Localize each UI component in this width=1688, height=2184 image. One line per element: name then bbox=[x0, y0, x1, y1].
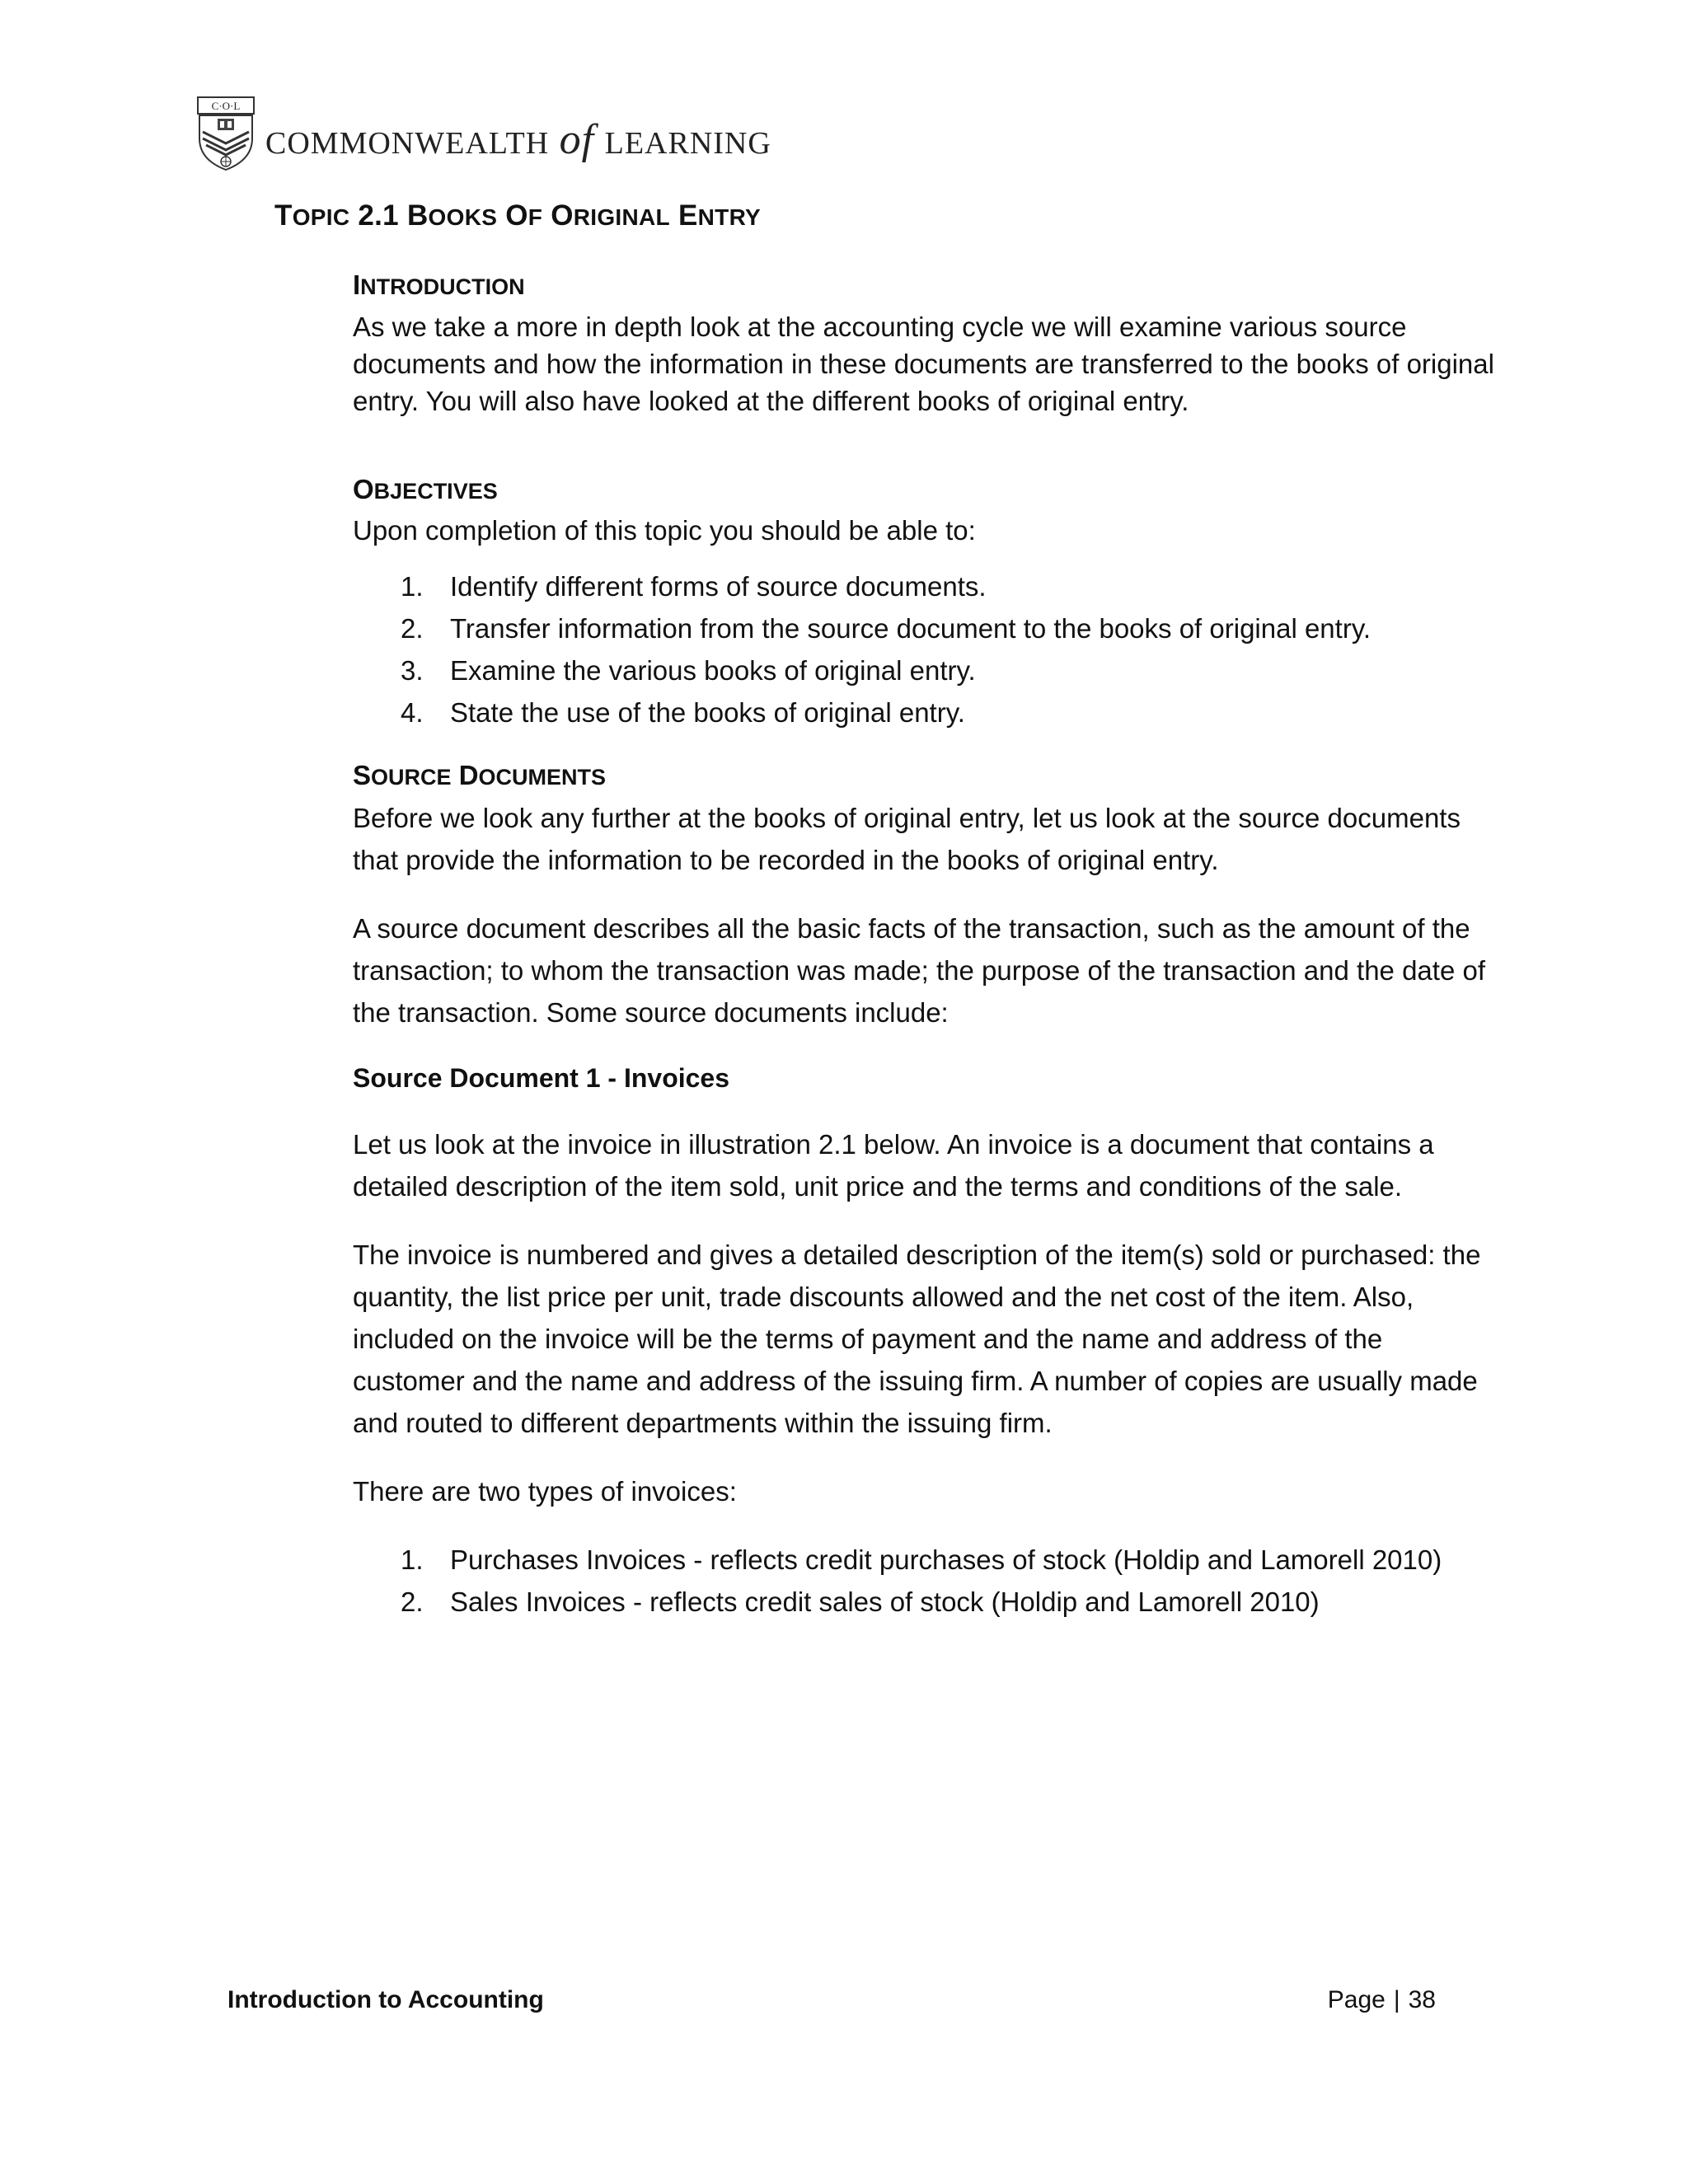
list-item: 1. Identify different forms of source documents. bbox=[401, 570, 987, 602]
org-name-first: COMMONWEALTH bbox=[265, 125, 550, 161]
topic-prefix: TOPIC bbox=[274, 199, 350, 232]
topic-name: BOOKS OF ORIGINAL ENTRY bbox=[406, 199, 762, 232]
source-documents-heading: SOURCE DOCUMENTS bbox=[353, 759, 607, 790]
svg-text:C·O·L: C·O·L bbox=[211, 100, 241, 112]
introduction-heading: INTRODUCTION bbox=[353, 269, 525, 300]
org-name-last: LEARNING bbox=[604, 125, 771, 161]
source-documents-para-3: Let us look at the invoice in illustration 2.1 below. An invoice is a document that contains a detailed description of the item sold, unit price and the terms and conditions of the sale. bbox=[353, 1128, 1434, 1202]
org-name-of: of bbox=[559, 115, 595, 163]
page-number: 38 bbox=[1408, 1986, 1436, 2013]
footer-course-title: Introduction to Accounting bbox=[227, 1986, 544, 2013]
main-content bbox=[353, 264, 1498, 1623]
topic-number: 2.1 bbox=[358, 199, 399, 232]
page-label: Page bbox=[1327, 1986, 1386, 2013]
invoice-types-list bbox=[353, 1539, 1498, 1623]
objectives-lead: Upon completion of this topic you should be able to: bbox=[353, 514, 976, 546]
source-documents-para-1: Before we look any further at the books of original entry, let us look at the source documents that provide the information to be recorded in the books of original entry. bbox=[353, 802, 1461, 875]
col-logo bbox=[196, 96, 771, 171]
list-item: 1. Purchases Invoices - reflects credit purchases of stock (Holdip and Lamorell 2010) bbox=[401, 1544, 1442, 1575]
organization-name bbox=[265, 115, 771, 164]
objectives-list bbox=[353, 565, 1498, 733]
page-separator: | bbox=[1393, 1986, 1400, 2013]
list-item: 2. Sales Invoices - reflects credit sales of stock (Holdip and Lamorell 2010) bbox=[401, 1586, 1320, 1617]
source-document-1-heading: Source Document 1 - Invoices bbox=[353, 1062, 730, 1093]
col-shield-icon bbox=[196, 96, 256, 171]
invoice-types-lead: There are two types of invoices: bbox=[353, 1475, 737, 1507]
list-item: 2. Transfer information from the source document to the books of original entry. bbox=[401, 612, 1372, 644]
objectives-heading: OBJECTIVES bbox=[353, 474, 498, 505]
list-item: 4. State the use of the books of original entry. bbox=[401, 696, 965, 728]
list-item: 3. Examine the various books of original entry. bbox=[401, 654, 976, 686]
footer-page-number bbox=[1328, 1986, 1436, 2014]
introduction-text: As we take a more in depth look at the accounting cycle we will examine various source documents and how the information in these documents are transferred to the books of original entry. You will also have looked at the different books of original entry. bbox=[353, 312, 1494, 417]
topic-title bbox=[274, 199, 761, 232]
source-documents-para-2: A source document describes all the basic facts of the transaction, such as the amount of the transaction; to whom the transaction was made; the purpose of the transaction and the date of the transaction. Some source documents include: bbox=[353, 912, 1485, 1028]
source-documents-para-4: The invoice is numbered and gives a detailed description of the item(s) sold or purchased: the quantity, the list price per unit, trade discounts allowed and the net cost of the item. Also, included on the invoice will be the terms of payment and the name and address of the customer and the name and address of the issuing firm. A number of copies are usually made and routed to different departments within the issuing firm. bbox=[353, 1239, 1481, 1438]
